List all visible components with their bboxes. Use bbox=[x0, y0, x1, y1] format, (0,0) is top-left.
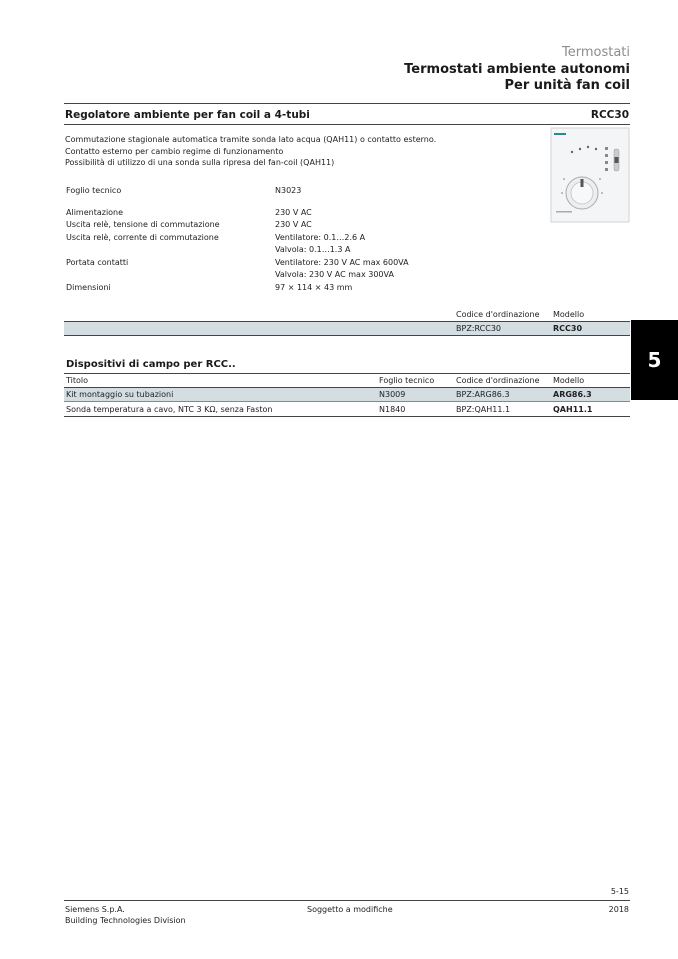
order-row bbox=[64, 322, 630, 335]
spec-label: Uscita relè, corrente di commutazione bbox=[66, 233, 219, 242]
devices-title: Dispositivi di campo per RCC.. bbox=[66, 359, 236, 370]
footer-year: 2018 bbox=[608, 905, 629, 914]
section-title: Regolatore ambiente per fan coil a 4-tubi bbox=[65, 109, 310, 121]
chapter-tab: 5 bbox=[631, 320, 678, 400]
header-category: Termostati bbox=[561, 45, 630, 60]
section-rule bbox=[64, 124, 630, 125]
header-rule bbox=[64, 103, 630, 104]
devices-title-rule bbox=[64, 373, 630, 374]
device-code: BPZ:QAH11.1 bbox=[456, 405, 511, 414]
devices-col-title: Titolo bbox=[66, 376, 89, 385]
device-title: Sonda temperatura a cavo, NTC 3 KΩ, senza Faston bbox=[66, 405, 273, 414]
spec-label: Uscita relè, tensione di commutazione bbox=[66, 220, 220, 229]
description-line: Commutazione stagionale automatica tramite sonda lato acqua (QAH11) o contatto esterno. bbox=[65, 135, 437, 144]
devices-bottom-rule bbox=[64, 416, 630, 417]
header-title: Termostati ambiente autonomi bbox=[404, 62, 630, 77]
spec-value: N3023 bbox=[275, 186, 302, 195]
order-bottom-rule bbox=[64, 335, 630, 336]
spec-value: 230 V AC bbox=[275, 208, 312, 217]
spec-value: Valvola: 230 V AC max 300VA bbox=[275, 270, 394, 279]
section-model: RCC30 bbox=[590, 109, 629, 121]
spec-value: Valvola: 0.1…1.3 A bbox=[275, 245, 351, 254]
devices-col-code: Codice d'ordinazione bbox=[456, 376, 540, 385]
order-col-model: Modello bbox=[553, 310, 585, 319]
description-line: Contatto esterno per cambio regime di funzionamento bbox=[65, 147, 284, 156]
page-number: 5-15 bbox=[610, 887, 629, 896]
footer-company: Siemens S.p.A. bbox=[65, 905, 125, 914]
description-line: Possibilità di utilizzo di una sonda sulla ripresa del fan-coil (QAH11) bbox=[65, 158, 335, 167]
device-code: BPZ:ARG86.3 bbox=[456, 390, 510, 399]
row-divider bbox=[64, 401, 630, 402]
order-col-code: Codice d'ordinazione bbox=[456, 310, 540, 319]
spec-value: Ventilatore: 0.1…2.6 A bbox=[275, 233, 366, 242]
order-model: RCC30 bbox=[553, 324, 583, 333]
device-datasheet: N1840 bbox=[379, 405, 406, 414]
thermostat-product-image bbox=[550, 127, 630, 223]
spec-value: 230 V AC bbox=[275, 220, 312, 229]
footer-division: Building Technologies Division bbox=[65, 916, 186, 925]
footer-note: Soggetto a modifiche bbox=[307, 905, 393, 914]
devices-col-datasheet: Foglio tecnico bbox=[379, 376, 435, 385]
spec-label: Dimensioni bbox=[66, 283, 111, 292]
device-datasheet: N3009 bbox=[379, 390, 406, 399]
spec-label: Foglio tecnico bbox=[66, 186, 122, 195]
header-subtitle: Per unità fan coil bbox=[504, 78, 630, 93]
footer-rule bbox=[64, 900, 630, 901]
spec-value: Ventilatore: 230 V AC max 600VA bbox=[275, 258, 409, 267]
device-model: ARG86.3 bbox=[553, 390, 592, 399]
spec-label: Portata contatti bbox=[66, 258, 129, 267]
devices-col-model: Modello bbox=[553, 376, 585, 385]
order-code: BPZ:RCC30 bbox=[456, 324, 501, 333]
spec-value: 97 × 114 × 43 mm bbox=[275, 283, 353, 292]
device-title: Kit montaggio su tubazioni bbox=[66, 390, 174, 399]
spec-label: Alimentazione bbox=[66, 208, 124, 217]
device-model: QAH11.1 bbox=[553, 405, 593, 414]
